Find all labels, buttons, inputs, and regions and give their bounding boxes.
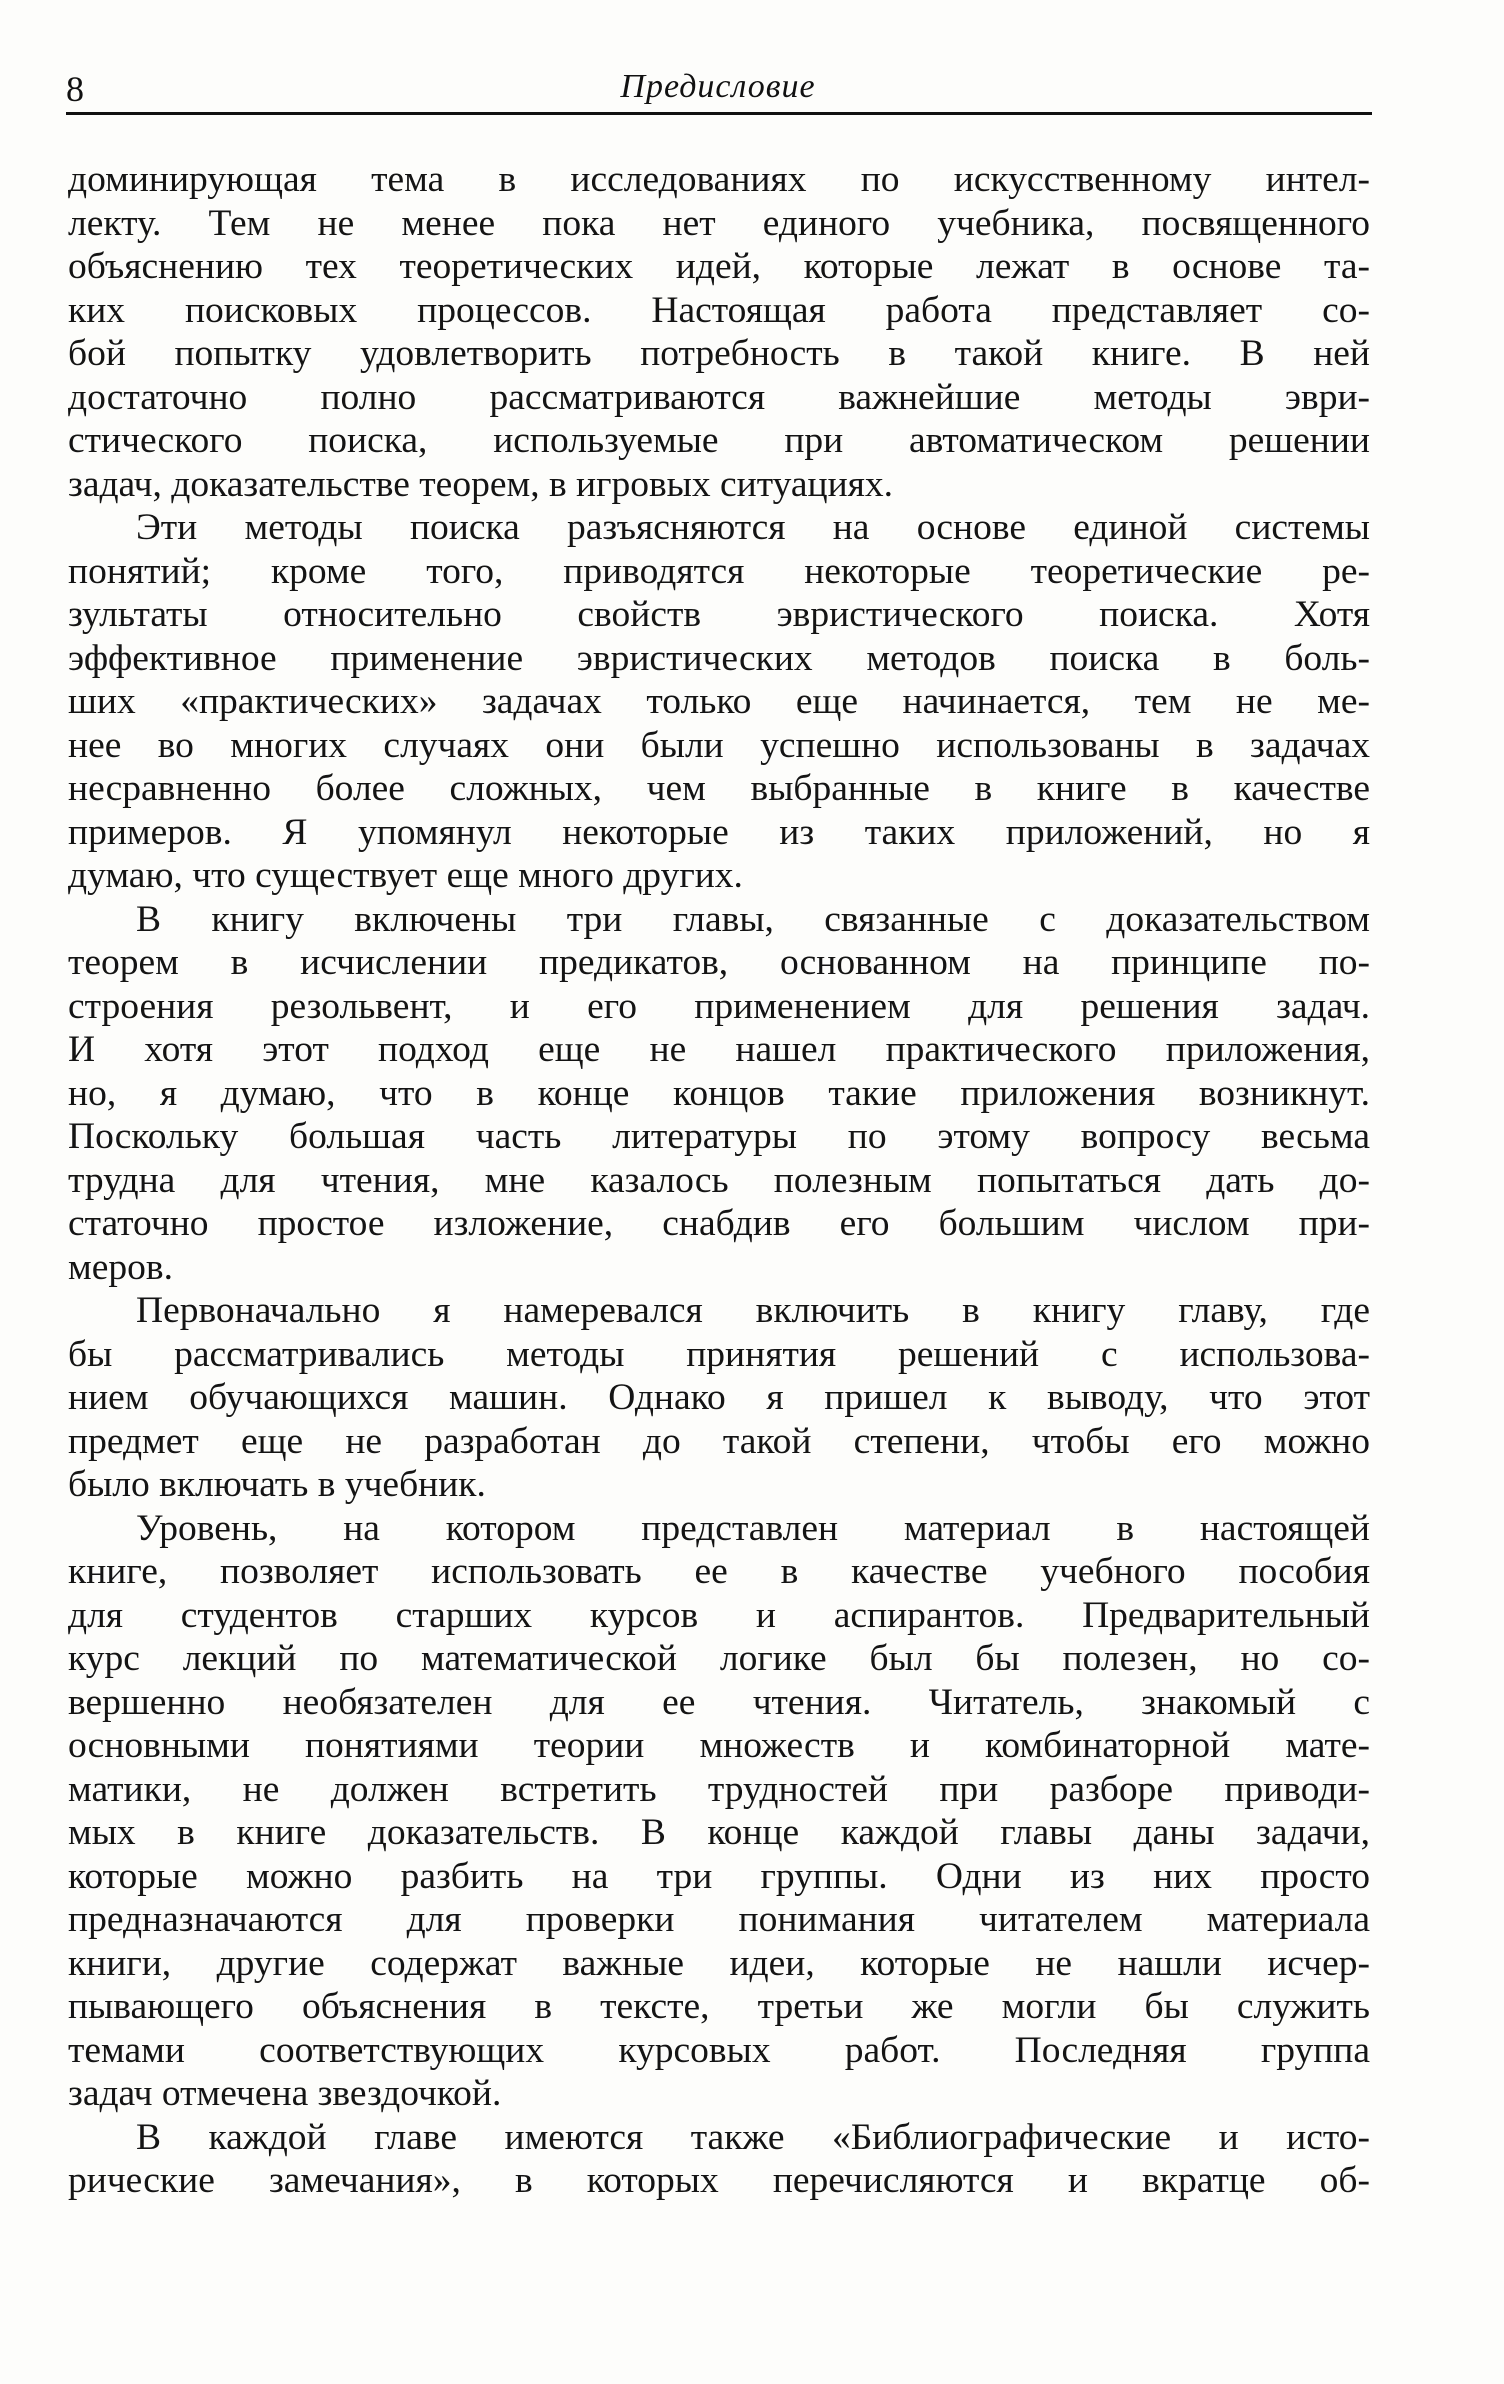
text-line: бой попытку удовлетворить потребность в такой книге. В ней — [68, 333, 1370, 374]
text-line: статочно простое изложение, снабдив его большим числом при- — [68, 1203, 1370, 1244]
page-header — [66, 60, 1370, 120]
text-line: меров. — [68, 1246, 173, 1288]
text-line: основными понятиями теории множеств и комбинаторной мате- — [68, 1725, 1370, 1766]
text-line: нием обучающихся машин. Однако я пришел к выводу, что этот — [68, 1377, 1370, 1418]
text-line: книги, другие содержат важные идеи, которые не нашли исчер- — [68, 1942, 1370, 1984]
text-line: трудна для чтения, мне казалось полезным попытаться дать до- — [68, 1159, 1370, 1201]
paragraph — [68, 898, 1370, 1290]
text-line: зультаты относительно свойств эвристического поиска. Хотя — [68, 594, 1370, 635]
text-line: задач, доказательстве теорем, в игровых ситуациях. — [68, 463, 894, 505]
text-line: нее во многих случаях они были успешно использованы в задачах — [68, 724, 1370, 766]
text-line: доминирующая тема в исследованиях по искусственному интел- — [68, 159, 1370, 200]
text-line: задач отмечена звездочкой. — [68, 2073, 502, 2114]
text-line: предназначаются для проверки понимания читателем материала — [68, 1899, 1370, 1940]
paragraph — [68, 158, 1370, 506]
text-line: пывающего объяснения в тексте, третьи же могли бы служить — [68, 1986, 1370, 2027]
page-number: 8 — [66, 69, 84, 109]
text-line: В книгу включены три главы, связанные с доказательством — [136, 898, 1370, 940]
text-line: предмет еще не разработан до такой степени, чтобы его можно — [68, 1420, 1370, 1462]
text-line: Эти методы поиска разъясняются на основе единой системы — [136, 507, 1370, 548]
text-line: для студентов старших курсов и аспирантов. Предварительный — [68, 1594, 1370, 1636]
text-line: которые можно разбить на три группы. Одни из них просто — [68, 1855, 1370, 1897]
body-text — [68, 158, 1370, 2203]
paragraph — [68, 2116, 1370, 2203]
text-line: Первоначально я намеревался включить в книгу главу, где — [136, 1290, 1370, 1331]
text-line: матики, не должен встретить трудностей при разборе приводи- — [68, 1768, 1370, 1810]
text-line: ких поисковых процессов. Настоящая работа представляет со- — [68, 289, 1370, 331]
text-line: рические замечания», в которых перечисляются и вкратце об- — [68, 2160, 1370, 2201]
text-line: думаю, что существует еще много других. — [68, 855, 743, 896]
paragraph — [68, 1289, 1370, 1507]
text-line: темами соответствующих курсовых работ. Последняя группа — [68, 2029, 1370, 2071]
text-line: было включать в учебник. — [68, 1464, 486, 1505]
text-line: В каждой главе имеются также «Библиографические и исто- — [136, 2116, 1370, 2158]
running-title: Предисловие — [620, 68, 816, 105]
text-line: но, я думаю, что в конце концов такие приложения возникнут. — [68, 1072, 1370, 1114]
text-line: несравненно более сложных, чем выбранные в книге в качестве — [68, 768, 1370, 809]
text-line: Уровень, на котором представлен материал в настоящей — [136, 1507, 1370, 1549]
text-line: ших «практических» задачах только еще начинается, тем не ме- — [68, 681, 1370, 722]
text-line: понятий; кроме того, приводятся некоторые теоретические ре- — [68, 550, 1370, 592]
paragraph — [68, 1507, 1370, 2116]
text-line: строения резольвент, и его применением для решения задач. — [68, 985, 1370, 1027]
text-line: курс лекций по математической логике был бы полезен, но со- — [68, 1638, 1370, 1679]
text-line: теорем в исчислении предикатов, основанном на принципе по- — [68, 942, 1370, 983]
text-line: вершенно необязателен для ее чтения. Читатель, знакомый с — [68, 1681, 1370, 1723]
text-line: книге, позволяет использовать ее в качестве учебного пособия — [68, 1551, 1370, 1592]
text-line: примеров. Я упомянул некоторые из таких приложений, но я — [68, 811, 1370, 853]
text-line: Поскольку большая часть литературы по этому вопросу весьма — [68, 1116, 1370, 1157]
text-line: стического поиска, используемые при автоматическом решении — [68, 420, 1370, 461]
text-line: достаточно полно рассматриваются важнейшие методы эври- — [68, 376, 1370, 418]
paragraph — [68, 506, 1370, 898]
text-line: мых в книге доказательств. В конце каждой главы даны задачи, — [68, 1812, 1370, 1853]
text-line: лекту. Тем не менее пока нет единого учебника, посвященного — [68, 202, 1370, 244]
text-line: бы рассматривались методы принятия решений с использова- — [68, 1333, 1370, 1375]
text-line: И хотя этот подход еще не нашел практического приложения, — [68, 1029, 1370, 1070]
text-line: объяснению тех теоретических идей, которые лежат в основе та- — [68, 246, 1370, 287]
header-rule — [66, 112, 1372, 115]
text-line: эффективное применение эвристических методов поиска в боль- — [68, 637, 1370, 679]
